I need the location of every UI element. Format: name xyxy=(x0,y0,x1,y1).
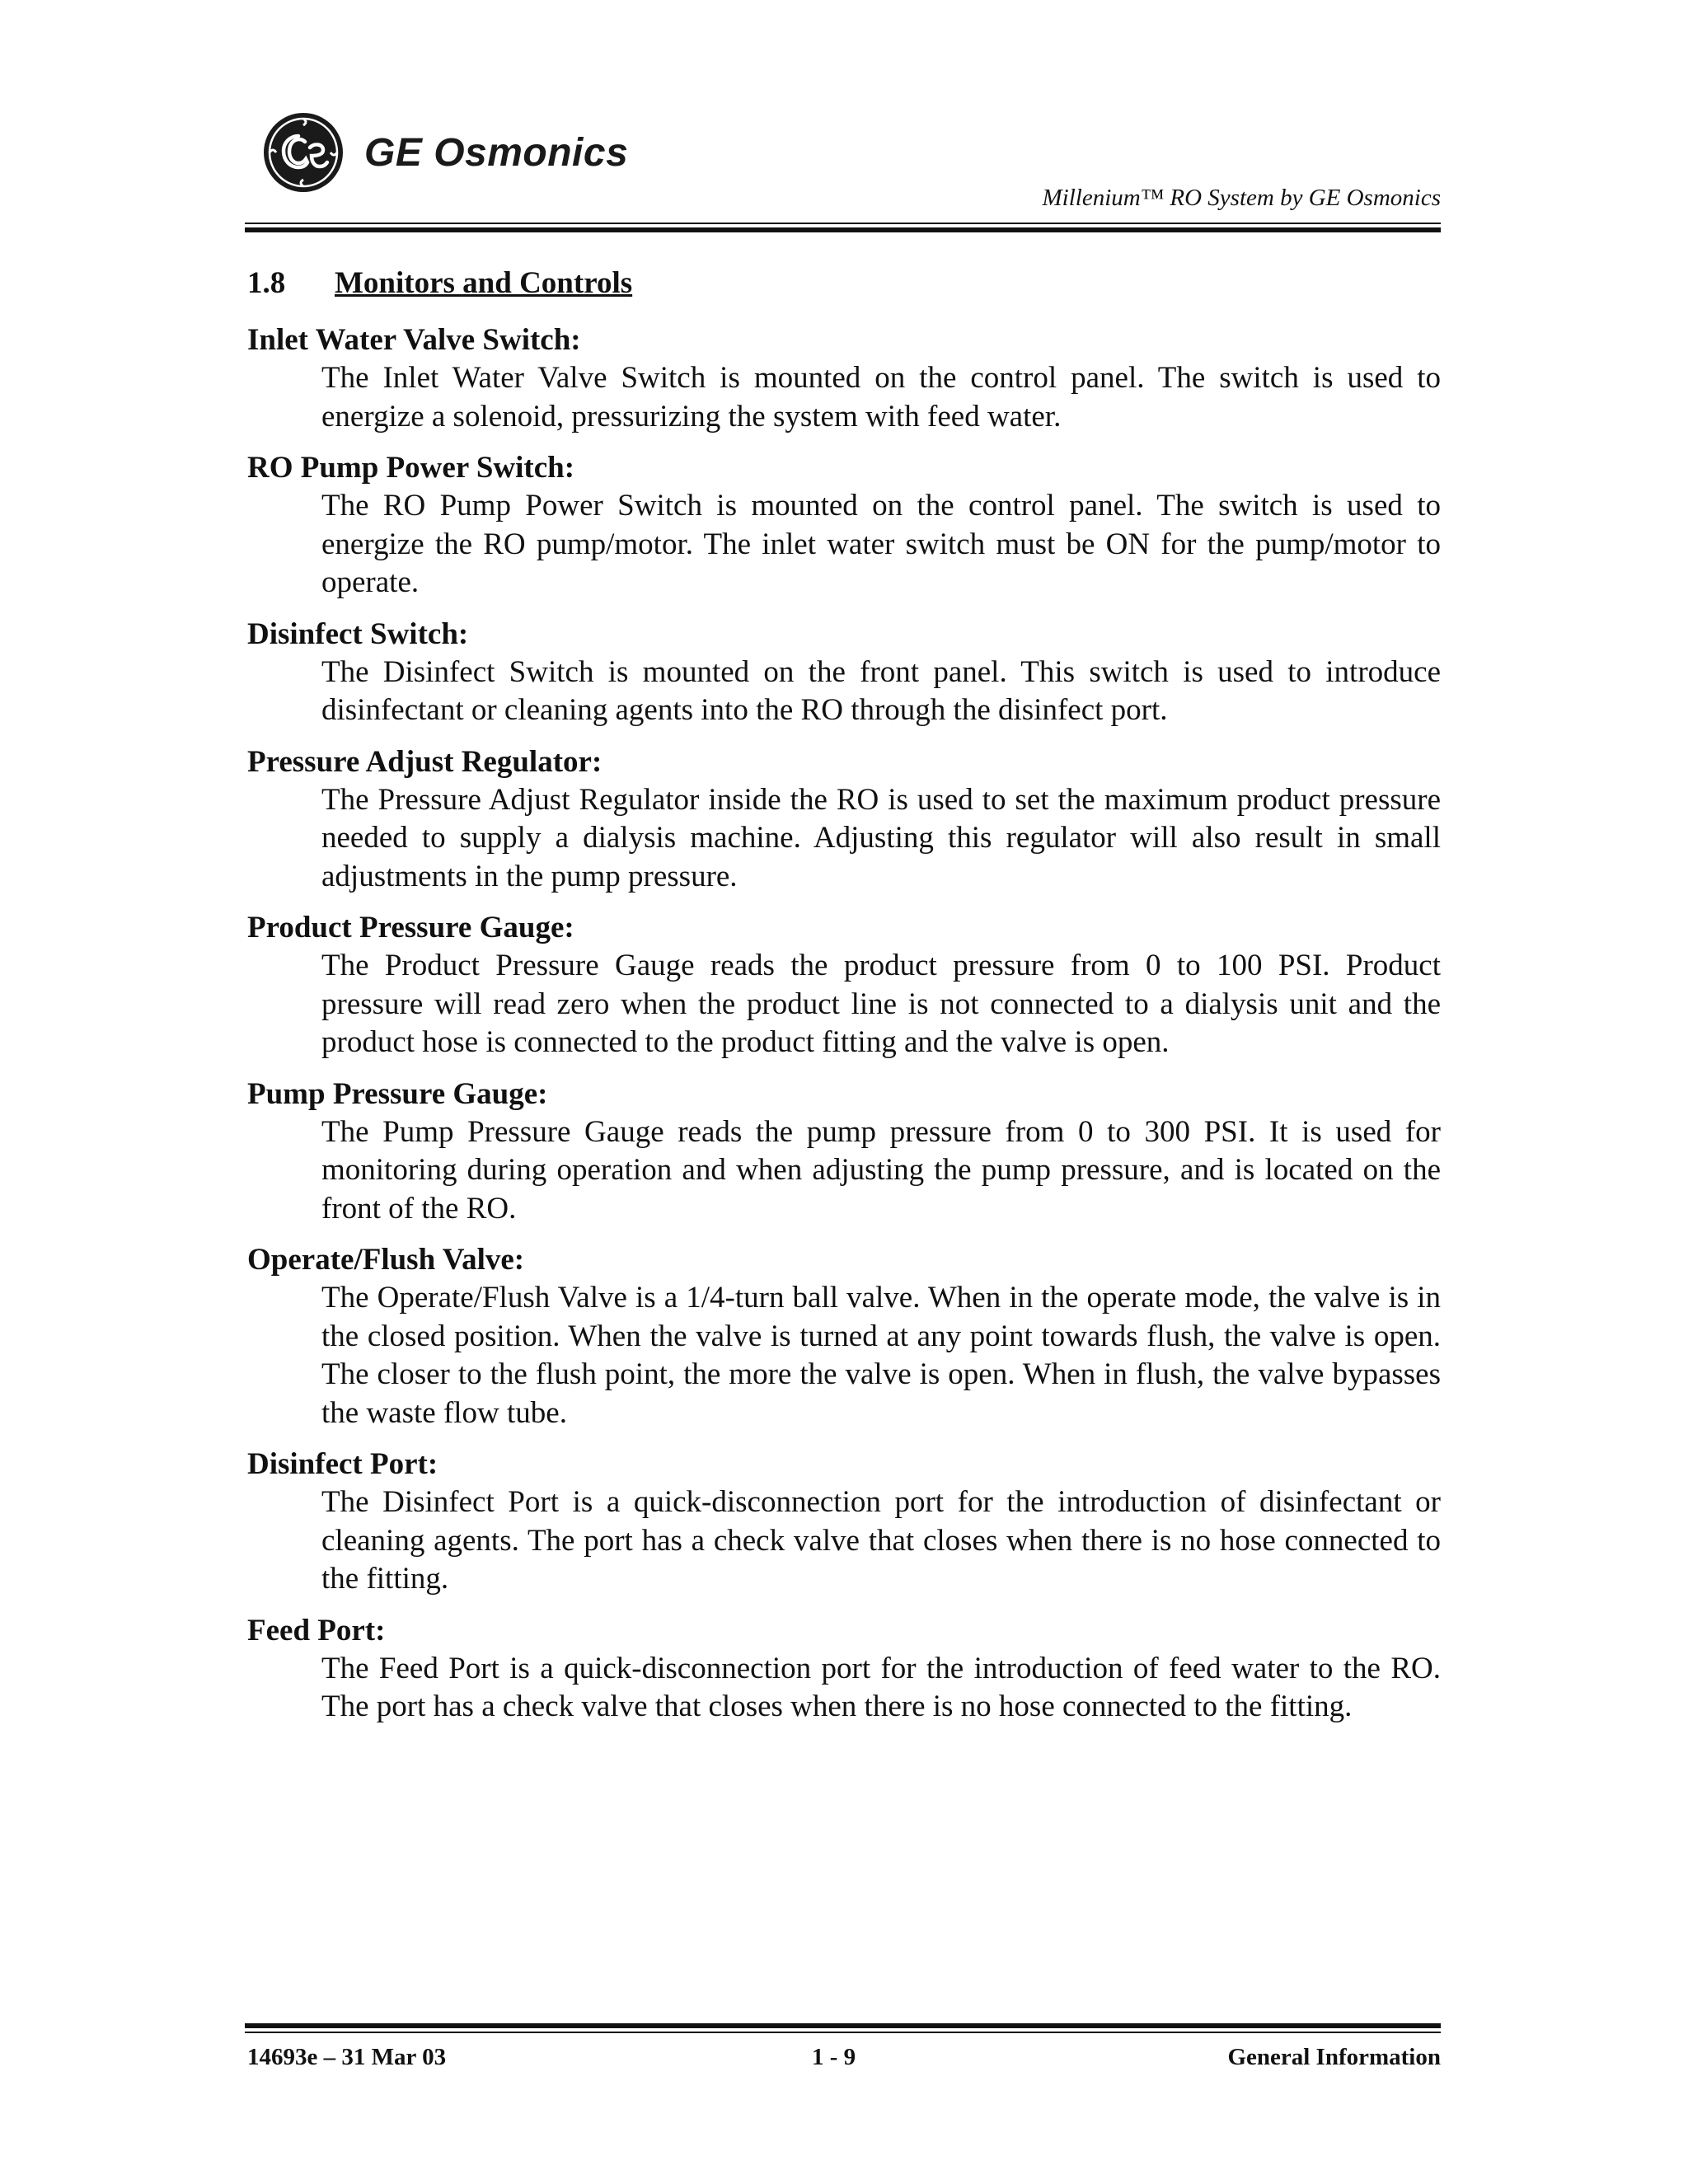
item-disinfect-port xyxy=(247,1446,1441,1599)
item-operate-flush-valve xyxy=(247,1241,1441,1432)
item-product-pressure-gauge xyxy=(247,909,1441,1062)
item-body: The Product Pressure Gauge reads the product pressure from 0 to 100 PSI. Product pressure will read zero when the product line is not connected to a dialysis unit and the product hose is connected to the product fitting and the valve is open. xyxy=(321,949,1441,1060)
item-title: Operate/Flush Valve: xyxy=(247,1243,525,1277)
brand-name: GE Osmonics xyxy=(364,130,629,175)
section-number: 1.8 xyxy=(247,266,286,300)
header-rule-thin xyxy=(245,223,1441,224)
document-id: 14693e – 31 Mar 03 xyxy=(247,2044,447,2070)
header-rule-thick xyxy=(245,227,1441,232)
item-ro-pump-power-switch xyxy=(247,449,1441,602)
item-body: The Operate/Flush Valve is a 1/4-turn ball valve. When in the operate mode, the valve is in the closed position. When the valve is turned at any point towards flush, the valve is open. The closer to the flush point, the more the valve is open. When in flush, the valve bypasses the waste flow tube. xyxy=(321,1281,1441,1430)
item-body: The RO Pump Power Switch is mounted on the control panel. The switch is used to energize the RO pump/motor. The inlet water switch must be ON for the pump/motor to operate. xyxy=(321,489,1441,600)
item-title: Pressure Adjust Regulator: xyxy=(247,744,603,779)
page-content xyxy=(247,265,1441,1740)
document-title: Millenium™ RO System by GE Osmonics xyxy=(1042,185,1441,211)
item-inlet-water-valve-switch xyxy=(247,321,1441,436)
item-title: Feed Port: xyxy=(247,1613,386,1647)
chapter-name: General Information xyxy=(1227,2044,1441,2070)
item-feed-port xyxy=(247,1612,1441,1727)
item-body: The Pump Pressure Gauge reads the pump pressure from 0 to 300 PSI. It is used for monitoring during operation and when adjusting the pump pressure, and is located on the front of the RO. xyxy=(321,1114,1441,1226)
item-disinfect-switch xyxy=(247,616,1441,730)
item-title: Disinfect Port: xyxy=(247,1447,438,1482)
item-title: Disinfect Switch: xyxy=(247,616,469,651)
item-body: The Disinfect Switch is mounted on the front panel. This switch is used to introduce disinfectant or cleaning agents into the RO through the disinfect port. xyxy=(321,654,1441,728)
ge-monogram-icon xyxy=(262,111,345,194)
item-pressure-adjust-regulator xyxy=(247,743,1441,897)
footer-rule-thin xyxy=(245,2032,1441,2033)
item-body: The Disinfect Port is a quick-disconnection port for the introduction of disinfectant or cleaning agents. The port has a check valve that closes when there is no hose connected to the fitting. xyxy=(321,1485,1441,1596)
item-title: RO Pump Power Switch: xyxy=(247,451,575,485)
item-pump-pressure-gauge xyxy=(247,1076,1441,1229)
item-body: The Inlet Water Valve Switch is mounted on the control panel. The switch is used to energize a solenoid, pressurizing the system with feed water. xyxy=(321,361,1441,434)
item-body: The Feed Port is a quick-disconnection port for the introduction of feed water to the RO. The port has a check valve that closes when there is no hose connected to the fitting. xyxy=(321,1651,1441,1724)
brand-logo xyxy=(262,111,628,194)
page-number: 1 - 9 xyxy=(812,2044,856,2070)
item-title: Pump Pressure Gauge: xyxy=(247,1076,548,1111)
item-title: Product Pressure Gauge: xyxy=(247,911,574,945)
item-body: The Pressure Adjust Regulator inside the RO is used to set the maximum product pressure needed to supply a dialysis machine. Adjusting this regulator will also result in small adjustments in the pump pressure. xyxy=(321,782,1441,893)
item-title: Inlet Water Valve Switch: xyxy=(247,323,581,358)
footer-rule-thick xyxy=(245,2023,1441,2028)
section-heading xyxy=(247,265,1441,302)
section-title: Monitors and Controls xyxy=(335,266,633,300)
